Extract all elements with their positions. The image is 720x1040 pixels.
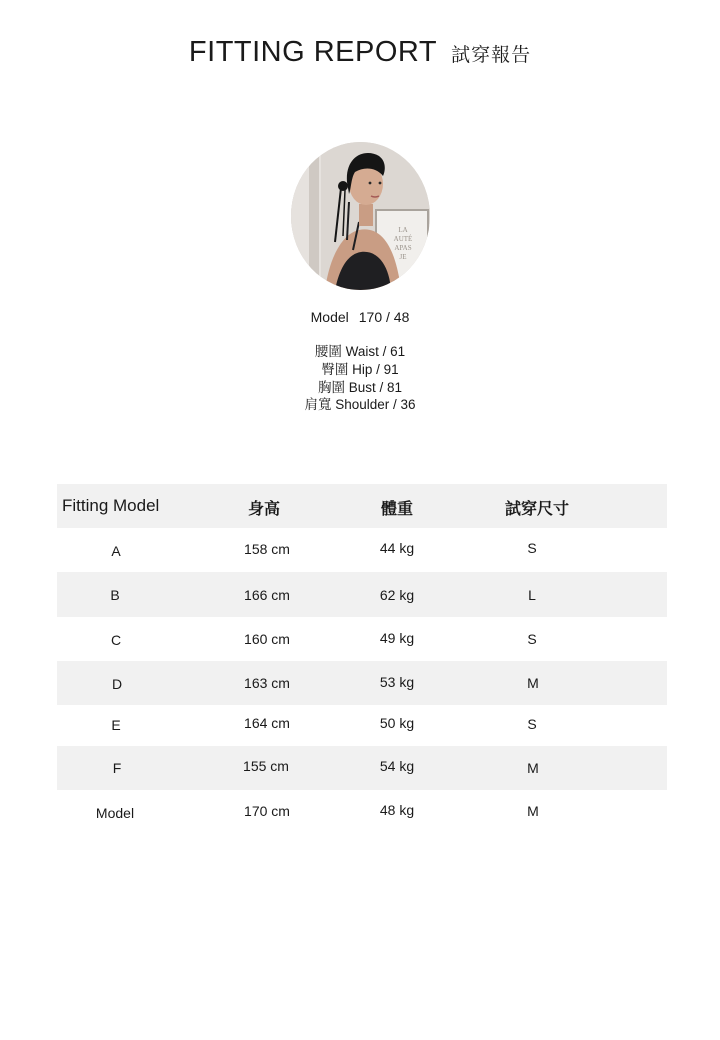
row-weight: 53 kg (379, 674, 415, 690)
report-title (0, 36, 720, 69)
row-height: 163 cm (244, 675, 290, 691)
header-weight: 體重 (380, 501, 414, 518)
row-weight: 49 kg (379, 630, 415, 646)
row-name: E (111, 717, 121, 733)
header-height: 身高 (247, 501, 281, 518)
row-size: M (527, 760, 539, 776)
fitting-table (57, 484, 667, 834)
row-name: A (111, 543, 121, 559)
measurement-shoulder: 肩寬 Shoulder / 36 (304, 397, 416, 413)
table-row (57, 572, 667, 617)
title-chinese: 試穿報告 (451, 45, 532, 66)
row-size: M (527, 675, 539, 691)
row-height: 166 cm (244, 587, 290, 603)
row-height: 164 cm (244, 715, 290, 731)
header-size: 試穿尺寸 (504, 501, 570, 518)
row-name: D (111, 676, 123, 692)
row-weight: 54 kg (379, 758, 415, 774)
photo-poster-text-1: LA (398, 226, 408, 234)
table-row (57, 790, 667, 834)
row-weight: 62 kg (379, 587, 415, 603)
photo-poster-text-2: AUTÉ (393, 235, 413, 243)
table-row (57, 617, 667, 661)
table-row (57, 746, 667, 790)
table-header-row (57, 484, 667, 528)
title-english: FITTING REPORT (188, 36, 438, 68)
model-summary (0, 309, 720, 325)
row-name: B (110, 587, 120, 603)
row-size: S (527, 540, 537, 556)
model-measurements (0, 343, 720, 414)
row-size: M (527, 803, 539, 819)
measurement-bust: 胸圍 Bust / 81 (317, 379, 403, 395)
header-fitting-model: Fitting Model (62, 496, 160, 515)
model-summary-label: Model (310, 309, 349, 325)
row-weight: 48 kg (379, 802, 415, 818)
row-size: L (528, 587, 536, 603)
table-row (57, 661, 667, 705)
table-row (57, 705, 667, 746)
row-size: S (527, 631, 537, 647)
row-height: 155 cm (243, 758, 289, 774)
row-weight: 44 kg (379, 540, 415, 556)
model-photo (291, 142, 430, 290)
photo-poster-text-4: JE (399, 253, 407, 261)
row-size: S (527, 716, 537, 732)
table-row (57, 528, 667, 572)
row-height: 158 cm (244, 541, 290, 557)
measurement-waist: 腰圍 Waist / 61 (314, 344, 406, 359)
row-name: C (110, 632, 122, 648)
model-height-weight: 170 / 48 (358, 309, 410, 325)
row-height: 170 cm (244, 803, 290, 819)
row-weight: 50 kg (379, 715, 415, 731)
measurement-hip: 臀圍 Hip / 91 (321, 361, 399, 377)
row-height: 160 cm (244, 631, 290, 647)
photo-poster-text-3: APAS (394, 244, 412, 252)
row-name: F (112, 760, 122, 776)
row-name: Model (95, 805, 135, 821)
